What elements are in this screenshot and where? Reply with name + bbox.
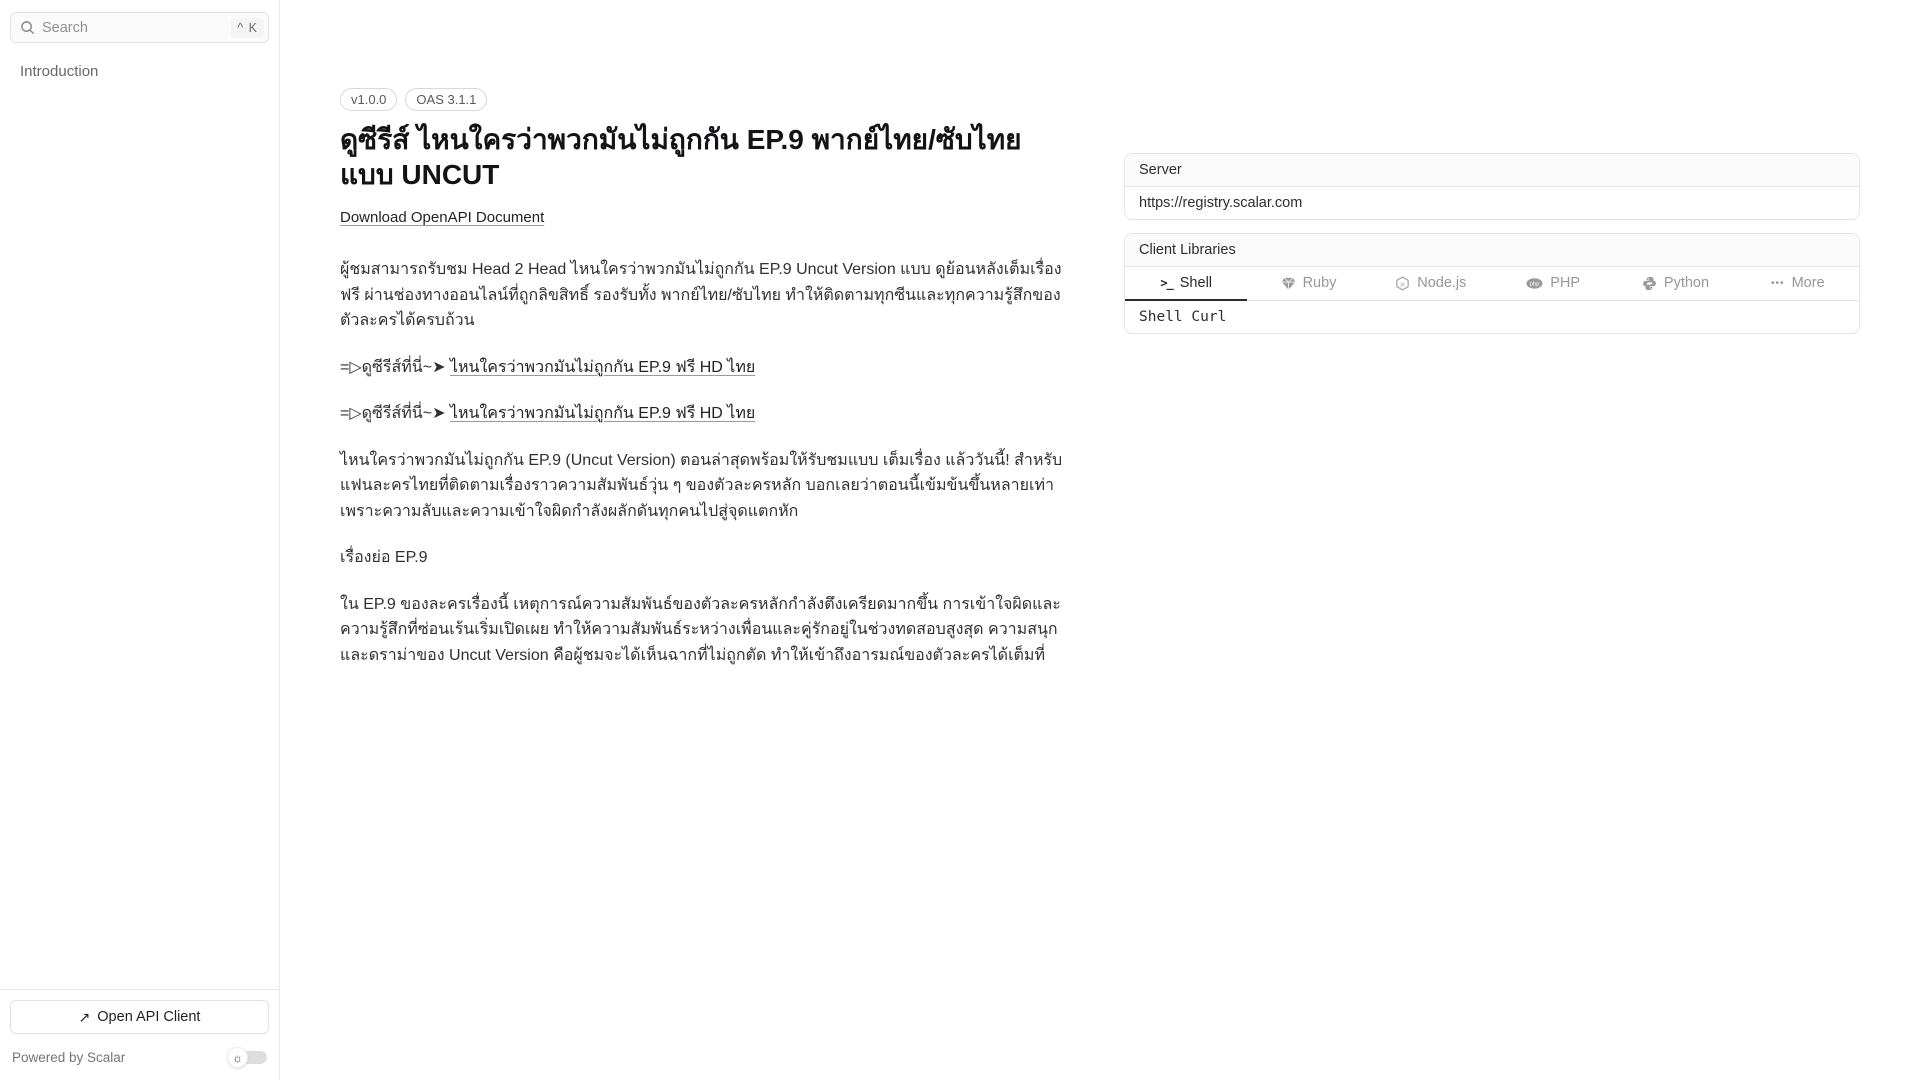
tab-label: More [1791,275,1825,291]
tab-php[interactable] [1492,267,1614,301]
python-icon [1642,276,1657,291]
tab-python[interactable] [1614,267,1736,301]
open-api-client-button[interactable] [10,1000,269,1034]
server-card [1124,153,1860,220]
sidebar-footer [0,989,279,1080]
theme-toggle[interactable] [227,1047,267,1068]
main-content [280,0,1920,1080]
ruby-gem-icon [1281,276,1296,291]
tab-label: Ruby [1302,275,1337,291]
client-libraries-title: Client Libraries [1125,234,1859,267]
tab-label: Shell [1179,275,1213,291]
description-paragraph-1: ผู้ชมสามารถรับชม Head 2 Head ไหนใครว่าพวกมันไม่ถูกกัน EP.9 Uncut Version แบบ ดูย้อนหลังเต็มเรื่องฟรี ผ่านช่องทางออนไลน์ที่ถูกลิขสิทธิ์ รองรับทั้ง พากย์ไทย/ซับไทย ทำให้ติดตามทุกซีนและทุกความรู้สึกของตัวละครได้ครบถ้วน [340,261,1062,329]
sidebar-item-introduction[interactable]: Introduction [20,63,99,80]
svg-text:js: js [1400,281,1405,288]
badge-row [340,88,1076,111]
search-box[interactable] [10,12,269,43]
watch-episode-link-1[interactable]: ไหนใครว่าพวกมันไม่ถูกกัน EP.9 ฟรี HD ไทย [449,358,756,376]
sun-icon: ☼ [227,1047,248,1068]
search-icon [20,20,35,35]
tab-label: Node.js [1417,275,1467,291]
tab-nodejs[interactable] [1370,267,1492,301]
open-api-client-label: Open API Client [97,1009,201,1025]
sidebar [0,0,280,1080]
php-ellipse-icon [1526,277,1543,290]
description-paragraph-2: ไหนใครว่าพวกมันไม่ถูกกัน EP.9 (Uncut Version) ตอนล่าสุดพร้อมให้รับชมแบบ เต็มเรื่อง แล้ววันนี้! สำหรับแฟนละครไทยที่ติดตามเรื่องราวความสัมพันธ์วุ่น ๆ ของตัวละครหลัก บอกเลยว่าตอนนี้เข้มข้นขึ้นหลายเท่า เพราะความลับและความเข้าใจผิดกำลังผลักดันทุกคนไปสู่จุดแตกหัก [340,451,1063,520]
server-url: https://registry.scalar.com [1139,195,1303,211]
terminal-icon: >_ [1160,276,1173,290]
api-panel [1124,153,1860,668]
search-shortcut-badge: ^ K [231,18,264,38]
description-paragraph-3: ใน EP.9 ของละครเรื่องนี้ เหตุการณ์ความสัมพันธ์ของตัวละครหลักกำลังตึงเครียดมากขึ้น การเข้าใจผิดและความรู้สึกที่ซ่อนเร้นเริ่มเปิดเผย ทำให้ความสัมพันธ์ระหว่างเพื่อนและคู่รักอยู่ในช่วงทดสอบสูงสุด ความสนุกและดราม่าของ Uncut Version คือผู้ชมจะได้เห็นฉากที่ไม่ถูกตัด ทำให้เข้าถึงอารมณ์ของตัวละครได้เต็มที่ [340,595,1061,664]
arrow-up-right-icon: ↗ [78,1009,91,1025]
tab-shell[interactable] [1125,267,1247,301]
sidebar-nav [0,43,279,989]
powered-by-row [10,1047,269,1068]
tab-label: PHP [1550,275,1581,291]
nodejs-hexagon-icon [1395,276,1410,291]
watch-link-line-2 [340,401,1076,427]
client-library-tabs [1125,267,1859,301]
client-libraries-card [1124,233,1860,334]
powered-by-link[interactable]: Powered by Scalar [12,1050,126,1065]
page-title: ดูซีรีส์ ไหนใครว่าพวกมันไม่ถูกกัน EP.9 พากย์ไทย/ซับไทย แบบ UNCUT [340,124,1022,190]
search-input[interactable] [42,20,231,36]
ellipsis-icon: ••• [1771,277,1785,289]
download-openapi-link[interactable]: Download OpenAPI Document [340,209,545,226]
sidebar-search-area [0,0,279,43]
svg-text:php: php [1530,281,1540,288]
watch-link-prefix: =▷ดูซีรีส์ที่นี่~➤ [340,405,450,422]
document-column [340,88,1076,668]
oas-badge: OAS 3.1.1 [405,88,487,111]
code-sample-label: Shell Curl [1139,309,1227,325]
synopsis-heading: เรื่องย่อ EP.9 [340,549,428,566]
watch-link-line-1 [340,355,1076,381]
version-badge: v1.0.0 [340,88,397,111]
watch-episode-link-2[interactable]: ไหนใครว่าพวกมันไม่ถูกกัน EP.9 ฟรี HD ไทย [449,405,756,422]
server-card-title: Server [1125,154,1859,187]
watch-link-prefix: =▷ดูซีรีส์ที่นี่~➤ [340,358,450,376]
tab-ruby[interactable] [1247,267,1369,301]
tab-more[interactable] [1737,267,1859,301]
tab-label: Python [1663,275,1710,291]
